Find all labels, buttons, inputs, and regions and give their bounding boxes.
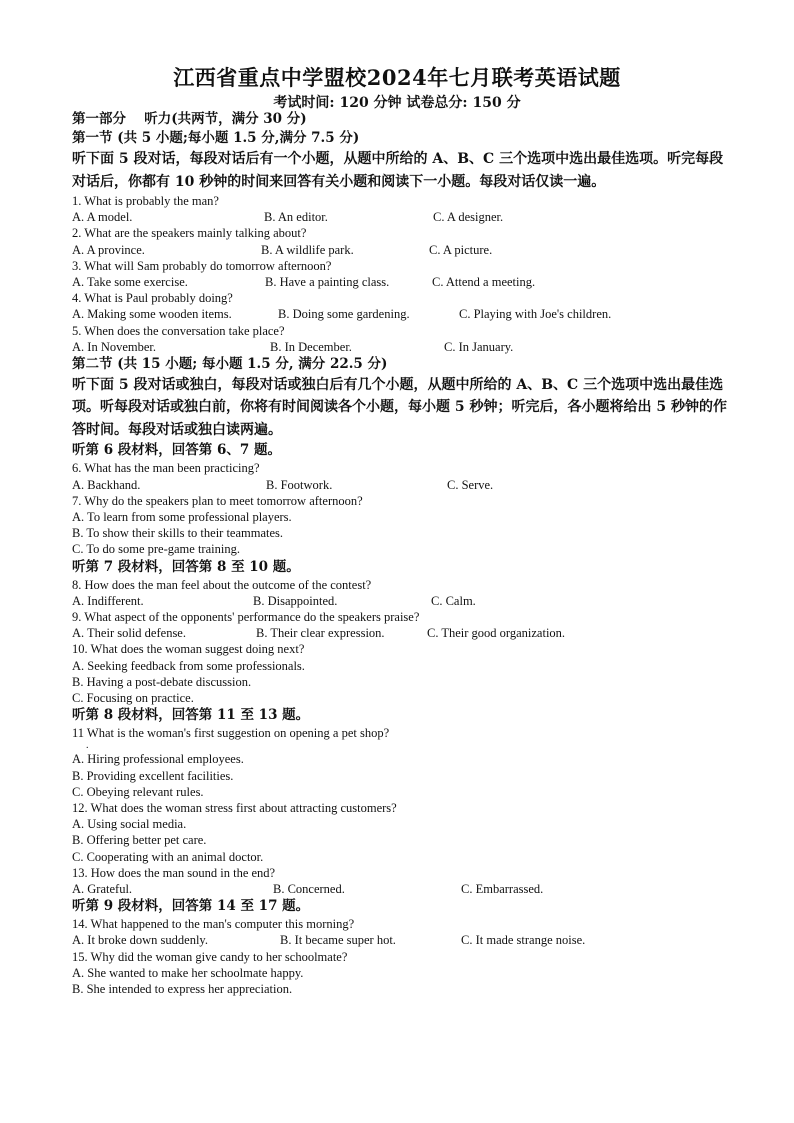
question-text: 13. How does the man sound in the end? bbox=[72, 865, 276, 880]
option-a: A. It broke down suddenly. bbox=[72, 933, 208, 948]
exam-title: 江西省重点中学盟校2024年七月联考英语试题 bbox=[173, 65, 621, 90]
question-text: 7. Why do the speakers plan to meet tomorrow afternoon? bbox=[72, 493, 363, 508]
exam-body bbox=[72, 110, 732, 997]
option-b: B. Have a painting class. bbox=[265, 274, 390, 289]
option-a: A. Take some exercise. bbox=[72, 274, 188, 289]
option-b: B. She intended to express her appreciation. bbox=[72, 982, 293, 997]
option-a: A. Backhand. bbox=[72, 477, 141, 492]
option-c: C. Obeying relevant rules. bbox=[72, 784, 204, 799]
section-instructions: 听下面 5 段对话或独白，每段对话或独白后有几个小题，从题中所给的 A、B、C 三个选项中选出最佳选项。听每段对话或独白前，你将有时间阅读各个小题，每小题 5 秒钟；听完后，各小题将给出 5 秒钟的作答时间。每段对话或独白读两遍。 bbox=[72, 376, 727, 438]
question-text: 5. When does the conversation take place? bbox=[72, 323, 285, 338]
option-a: A. Making some wooden items. bbox=[72, 307, 232, 322]
option-b: B. Doing some gardening. bbox=[278, 307, 410, 322]
option-c: C. It made strange noise. bbox=[461, 933, 586, 948]
option-c: C. Attend a meeting. bbox=[432, 274, 536, 289]
question-options bbox=[72, 242, 732, 258]
option-b: B. Providing excellent facilities. bbox=[72, 768, 234, 783]
option-c: C. To do some pre-game training. bbox=[72, 542, 240, 557]
option-b: B. Their clear expression. bbox=[256, 626, 385, 641]
question-options bbox=[72, 274, 732, 290]
option-a: A. In November. bbox=[72, 339, 157, 354]
option-a: A. Using social media. bbox=[72, 817, 187, 832]
question-text: 3. What will Sam probably do tomorrow afternoon? bbox=[72, 258, 332, 273]
exam-subtitle: 考试时间: 120 分钟 试卷总分: 150 分 bbox=[273, 95, 521, 111]
option-a: A. A model. bbox=[72, 210, 133, 225]
option-b: B. It became super hot. bbox=[280, 933, 396, 948]
question-options bbox=[72, 209, 732, 225]
option-c: C. Embarrassed. bbox=[461, 882, 544, 897]
option-a: A. Hiring professional employees. bbox=[72, 752, 244, 767]
question-text: 15. Why did the woman give candy to her schoolmate? bbox=[72, 949, 348, 964]
question-text: 2. What are the speakers mainly talking about? bbox=[72, 226, 307, 241]
option-b: B. In December. bbox=[270, 339, 352, 354]
question-text: 14. What happened to the man's computer this morning? bbox=[72, 917, 355, 932]
option-c: C. In January. bbox=[444, 339, 514, 354]
option-a: A. Their solid defense. bbox=[72, 626, 186, 641]
question-options bbox=[72, 932, 732, 948]
question-text: 10. What does the woman suggest doing next? bbox=[72, 642, 305, 657]
stray-mark: . bbox=[86, 740, 89, 752]
option-c: C. Serve. bbox=[447, 477, 494, 492]
question-text: 9. What aspect of the opponents' performance do the speakers praise? bbox=[72, 610, 420, 625]
option-b: B. An editor. bbox=[264, 210, 328, 225]
section-heading: 第二节 (共 15 小题; 每小题 1.5 分, 满分 22.5 分) bbox=[72, 355, 388, 372]
option-b: B. Disappointed. bbox=[253, 593, 338, 608]
option-c: C. A designer. bbox=[433, 210, 504, 225]
option-b: B. Concerned. bbox=[273, 882, 345, 897]
question-options bbox=[72, 339, 732, 355]
material-heading: 听第 9 段材料，回答第 14 至 17 题。 bbox=[72, 898, 310, 915]
question-text: 12. What does the woman stress first about attracting customers? bbox=[72, 801, 397, 816]
option-a: A. She wanted to make her schoolmate happy. bbox=[72, 965, 304, 980]
option-b: B. Offering better pet care. bbox=[72, 833, 207, 848]
option-c: C. Calm. bbox=[431, 593, 476, 608]
question-text: 1. What is probably the man? bbox=[72, 194, 219, 208]
option-a: A. Indifferent. bbox=[72, 593, 144, 608]
question-options bbox=[72, 593, 732, 609]
question-options bbox=[72, 306, 732, 322]
part-heading: 第一部分 听力(共两节，满分 30 分) bbox=[72, 111, 307, 127]
question-text: 6. What has the man been practicing? bbox=[72, 461, 260, 476]
question-text: 4. What is Paul probably doing? bbox=[72, 291, 233, 306]
question-text: 8. How does the man feel about the outcome of the contest? bbox=[72, 577, 372, 592]
material-heading: 听第 7 段材料，回答第 8 至 10 题。 bbox=[72, 558, 300, 575]
option-c: C. A picture. bbox=[429, 242, 493, 257]
material-heading: 听第 6 段材料，回答第 6、7 题。 bbox=[72, 442, 281, 459]
option-c: C. Cooperating with an animal doctor. bbox=[72, 849, 264, 864]
option-c: C. Focusing on practice. bbox=[72, 691, 194, 706]
option-b: B. Having a post-debate discussion. bbox=[72, 674, 252, 689]
material-heading: 听第 8 段材料，回答第 11 至 13 题。 bbox=[72, 707, 310, 724]
question-options bbox=[72, 477, 732, 493]
section-instructions: 听下面 5 段对话，每段对话后有一个小题，从题中所给的 A、B、C 三个选项中选出最佳选项。听完每段对话后，你都有 10 秒钟的时间来回答有关小题和阅读下一小题。每段对话仅读一遍。 bbox=[72, 151, 724, 190]
section-heading: 第一节 (共 5 小题;每小题 1.5 分,满分 7.5 分) bbox=[72, 130, 360, 146]
option-a: A. Seeking feedback from some professionals. bbox=[72, 658, 305, 673]
question-text: 11 What is the woman's first suggestion on opening a pet shop? bbox=[72, 726, 390, 741]
option-a: A. Grateful. bbox=[72, 882, 133, 897]
question-options bbox=[72, 625, 732, 641]
option-a: A. To learn from some professional players. bbox=[72, 510, 292, 525]
option-c: C. Their good organization. bbox=[427, 626, 566, 641]
question-options bbox=[72, 881, 732, 897]
option-a: A. A province. bbox=[72, 242, 145, 257]
option-b: B. A wildlife park. bbox=[261, 242, 354, 257]
option-b: B. Footwork. bbox=[266, 477, 333, 492]
option-b: B. To show their skills to their teammates. bbox=[72, 526, 284, 541]
option-c: C. Playing with Joe's children. bbox=[459, 307, 612, 322]
